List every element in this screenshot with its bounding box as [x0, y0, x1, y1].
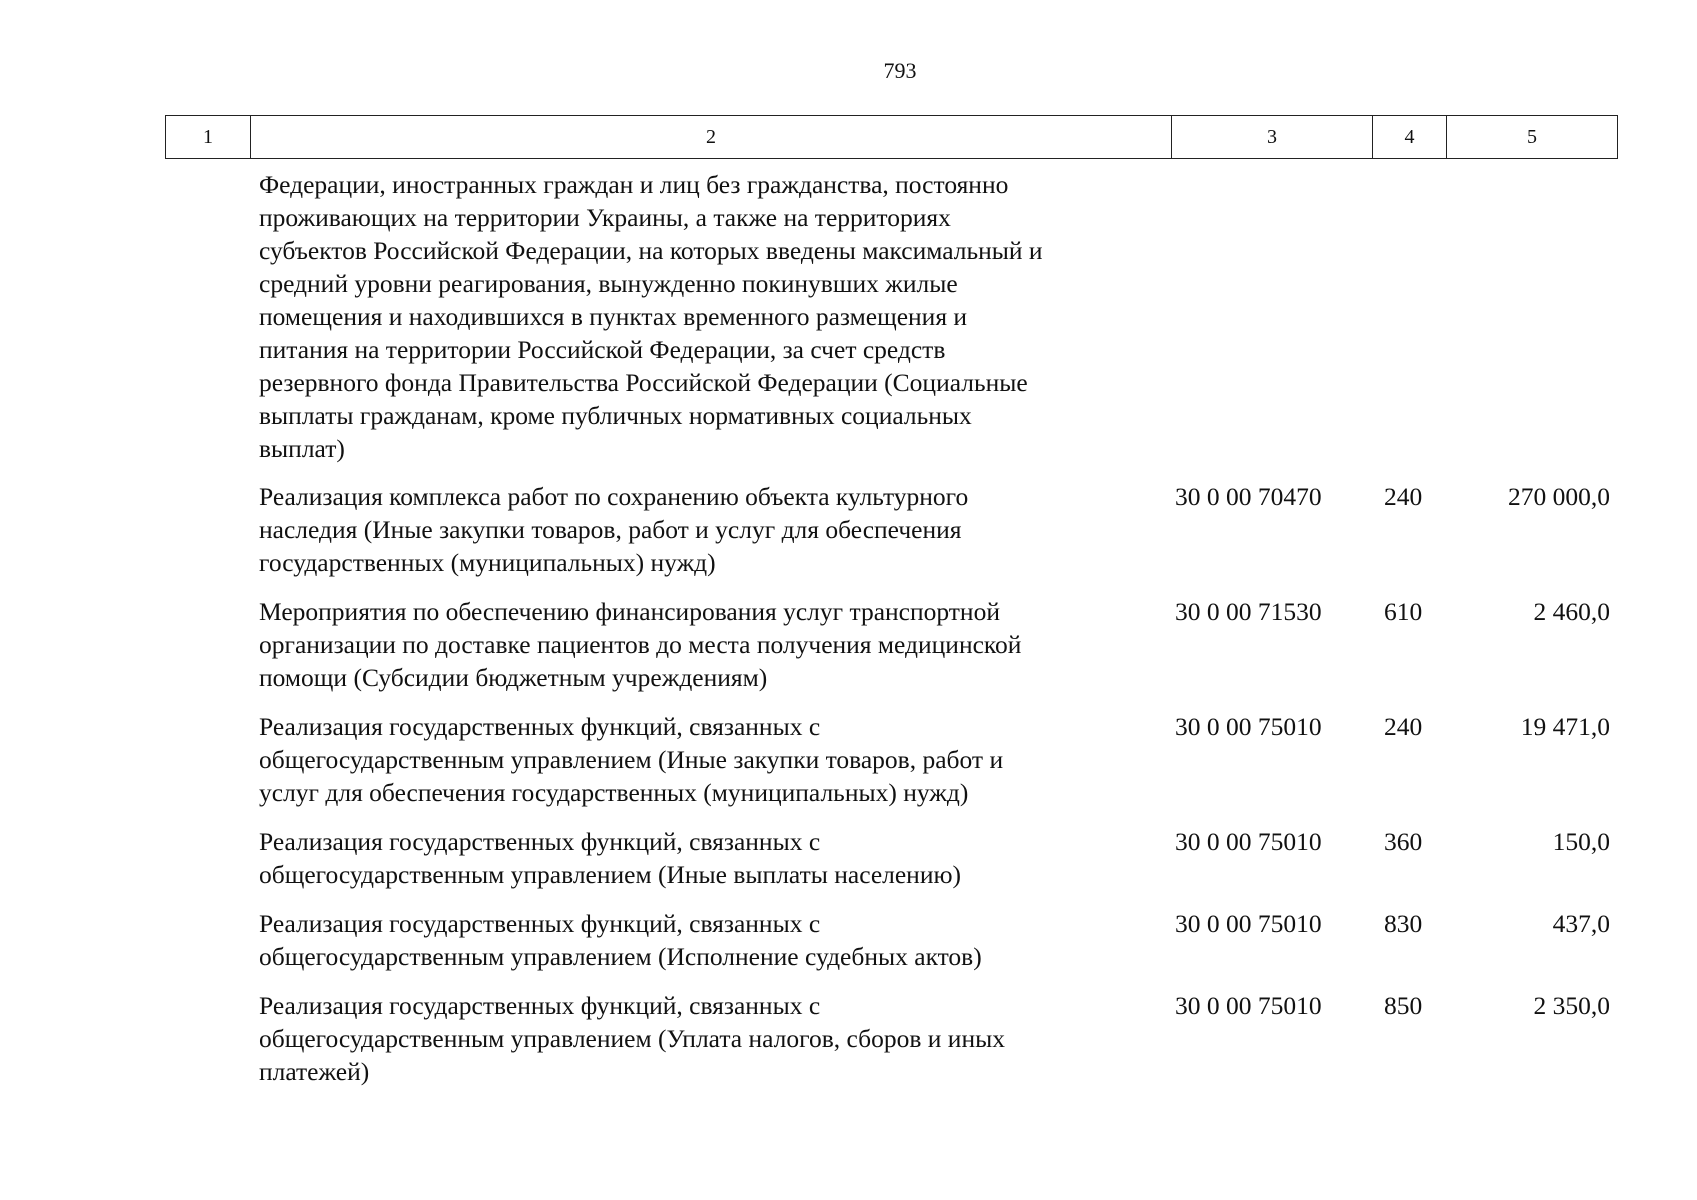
row-amount: 19 471,0 — [1520, 712, 1610, 741]
row-description: Реализация комплекса работ по сохранению объекта культурного наследия (Иные закупки товаров, работ и услуг для обеспечения государственных (муниципальных) нужд) — [259, 482, 969, 577]
row-target-code: 30 0 00 75010 — [1175, 712, 1322, 741]
row-description: Реализация государственных функций, связанных с общегосударственным управлением (Иные выплаты населению) — [259, 827, 962, 889]
table-row — [0, 825, 1697, 891]
row-expense-type: 360 — [1384, 827, 1423, 856]
table-column-header — [165, 115, 1618, 159]
row-expense-type: 240 — [1384, 482, 1423, 511]
row-target-code: 30 0 00 75010 — [1175, 827, 1322, 856]
row-amount: 437,0 — [1552, 909, 1610, 938]
row-description: Реализация государственных функций, связанных с общегосударственным управлением (Уплата налогов, сборов и иных платежей) — [259, 991, 1005, 1086]
row-description: Реализация государственных функций, связанных с общегосударственным управлением (Исполнение судебных актов) — [259, 909, 982, 971]
row-amount: 270 000,0 — [1508, 482, 1610, 511]
table-row — [0, 989, 1697, 1088]
row-target-code: 30 0 00 71530 — [1175, 597, 1322, 626]
row-amount: 150,0 — [1552, 827, 1610, 856]
row-description: Мероприятия по обеспечению финансирования услуг транспортной организации по доставке пациентов до места получения медицинской помощи (Субсидии бюджетным учреждениям) — [259, 597, 1022, 692]
row-expense-type: 240 — [1384, 712, 1423, 741]
row-amount: 2 460,0 — [1533, 597, 1610, 626]
row-description: Реализация государственных функций, связанных с общегосударственным управлением (Иные закупки товаров, работ и услуг для обеспечения государственных (муниципальных) нужд) — [259, 712, 1004, 807]
row-description: Федерации, иностранных граждан и лиц без гражданства, постоянно проживающих на территории Украины, а также на территориях субъектов Российской Федерации, на которых введены максимальный и средний уровни реагирования, вынужденно покинувших жилые помещения и находившихся в пунктах временного размещения и питания на территории Российской Федерации, за счет средств резервного фонда Правительства Российской Федерации (Социальные выплаты гражданам, кроме публичных нормативных социальных выплат) — [259, 170, 1043, 463]
table-row — [0, 907, 1697, 973]
table-row — [0, 480, 1697, 579]
column-header-3: 3 — [1172, 116, 1373, 158]
table-body — [0, 168, 1697, 1088]
table-row — [0, 710, 1697, 809]
column-header-1: 1 — [166, 116, 251, 158]
row-target-code: 30 0 00 75010 — [1175, 991, 1322, 1020]
table-row — [0, 168, 1697, 465]
column-header-4: 4 — [1373, 116, 1447, 158]
row-expense-type: 850 — [1384, 991, 1423, 1020]
table-row — [0, 595, 1697, 694]
column-header-2: 2 — [251, 116, 1172, 158]
row-amount: 2 350,0 — [1533, 991, 1610, 1020]
row-expense-type: 830 — [1384, 909, 1423, 938]
row-target-code: 30 0 00 75010 — [1175, 909, 1322, 938]
page-number: 793 — [883, 58, 917, 83]
column-header-5: 5 — [1527, 125, 1537, 148]
row-target-code: 30 0 00 70470 — [1175, 482, 1322, 511]
row-expense-type: 610 — [1384, 597, 1423, 626]
